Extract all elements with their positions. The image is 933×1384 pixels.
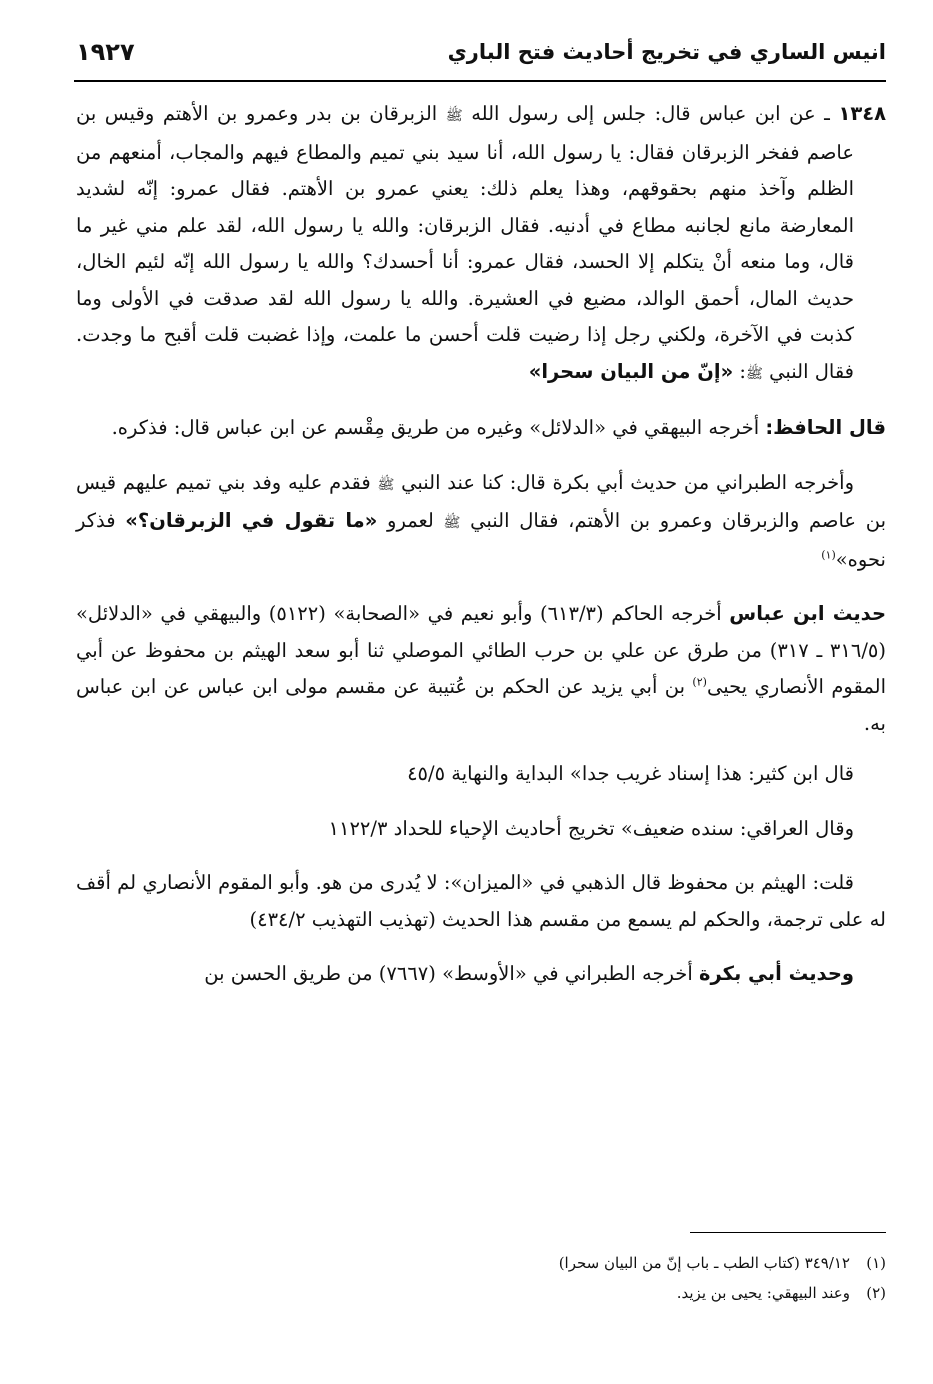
footnote-1-text: ٣٤٩/١٢ (كتاب الطب ـ باب إنّ من البيان سحرا) [558, 1254, 850, 1272]
hafiz-paragraph [76, 410, 886, 447]
qultu-paragraph: قلت: الهيثم بن محفوظ قال الذهبي في «الميزان»: لا يُدرى من هو. وأبو المقوم الأنصاري لم أقف له على ترجمة، والحكم لم يسمع من مقسم هذا الحديث (تهذيب التهذيب ٤٣٤/٢) [76, 871, 886, 931]
tabarani-text-c: لعمرو [387, 509, 434, 532]
footnote-2-number: (٢) [866, 1284, 886, 1302]
ibn-abbas-text-a: أخرجه الحاكم (٦١٣/٣) وأبو نعيم في «الصحابة» (٥١٢٢) والبيهقي في «الدلائل» (٣١٦/٥ ـ ٣١٧) من طرق عن علي بن حرب الطائي الموصلي ثنا أبو سعد الهيثم بن محفوظ عن أبي المقوم الأنصاري يحيى [76, 602, 886, 698]
footnote-1-number: (١) [866, 1254, 886, 1272]
hafiz-label: قال الحافظ: [765, 416, 886, 439]
hafiz-text: أخرجه البيهقي في «الدلائل» وغيره من طريق مِقْسم عن ابن عباس قال: فذكره. [111, 416, 760, 439]
abu-bakra-text: أخرجه الطبراني في «الأوسط» (٧٦٦٧) من طريق الحسن بن [204, 962, 693, 985]
salutation-glyph: ﷺ [377, 476, 395, 493]
salutation-glyph: ﷺ [445, 108, 463, 124]
tabarani-text-d: فذكر نحوه» [76, 509, 886, 571]
page-body [76, 96, 886, 993]
hadith-number: ١٣٤٨ [838, 102, 887, 125]
tabarani-paragraph [76, 465, 886, 579]
footnote-ref-2[interactable]: (٢) [692, 675, 707, 689]
iraqi-line: وقال العراقي: سنده ضعيف» تخريج أحاديث الإحياء للحداد ١١٢٢/٣ [328, 816, 854, 840]
ibn-abbas-label: حديث ابن عباس [729, 602, 886, 625]
hadith-text-start: عن ابن عباس قال: جلس إلى رسول الله [471, 102, 816, 125]
footnote-2 [200, 1278, 886, 1308]
footnote-1 [200, 1248, 886, 1278]
ibn-abbas-paragraph [76, 596, 886, 742]
salutation-glyph: ﷺ [443, 515, 461, 531]
book-title: انيس الساري في تخريج أحاديث فتح الباري [447, 40, 886, 64]
hadith-text-body: الزبرقان بن بدر وعمرو بن الأهتم وقيس بن عاصم ففخر الزبرقان فقال: يا رسول الله، أنا سيد بني تميم والمطاع فيهم والمجاب، أمنعهم من الظلم وآخذ منهم بحقوقهم، وهذا يعلم ذلك: يعني عمرو بن الأهتم. فقال عمرو: إنّه لشديد المعارضة مانع لجانبه مطاع في أدنيه. فقال الزبرقان: والله يا رسول الله، لقد علم مني غير ما قال، وما منعه أنْ يتكلم إلا الحسد، فقال عمرو: أنا أحسدك؟ والله يا رسول الله إنّه لئيم الخال، حديث المال، أحمق الوالد، مضيع في العشيرة. والله يا رسول الله لقد صدقت في الأولى وما كذبت في الآخرة، ولكني رجل إذا رضيت قلت أحسن ما علمت، وإذا غضبت قلت أقبح ما وجدت. فقال النبي [76, 102, 854, 383]
page-header [74, 34, 886, 82]
footnote-separator [690, 1232, 886, 1233]
tabarani-quote: «ما تقول في الزبرقان؟» [125, 509, 378, 532]
tabarani-text-a: وأخرجه الطبراني من حديث أبي بكرة قال: كنا عند النبي [401, 470, 854, 494]
tabarani-text-b: فقدم عليه وفد بني تميم عليهم قيس بن عاصم والزبرقان وعمرو بن الأهتم، فقال النبي [76, 470, 887, 532]
hadith-quote: «إنّ من البيان سحرا» [528, 359, 734, 383]
salutation-glyph: ﷺ [746, 365, 763, 382]
hadith-paragraph: ١٣٤٨ ـ عن ابن عباس قال: جلس إلى رسول الله ﷺ الزبرقان بن بدر وعمرو بن الأهتم وقيس بن عاصم ففخر الزبرقان فقال: يا رسول الله، أنا سيد بني تميم والمطاع فيهم والمجاب، أمنعهم من الظلم وآخذ منهم بحقوقهم، وهذا يعلم ذلك: يعني عمرو بن الأهتم. فقال عمرو: إنّه لشديد المعارضة مانع لجانبه مطاع في أدنيه. فقال الزبرقان: والله يا رسول الله، لقد علم مني غير ما قال، وما منعه أنْ يتكلم إلا الحسد، فقال عمرو: أنا أحسدك؟ والله يا رسول الله إنّه لئيم الخال، حديث المال، أحمق الوالد، مضيع في العشيرة. والله يا رسول الله لقد صدقت في الأولى وما كذبت في الآخرة، ولكني رجل إذا رضيت قلت أحسن ما علمت، وإذا غضبت قلت أقبح ما وجدت. فقال النبي ﷺ: «إنّ من البيان سحرا» [76, 102, 887, 383]
abu-bakra-paragraph [76, 956, 886, 993]
abu-bakra-label: وحديث أبي بكرة [698, 962, 854, 985]
footnote-ref-1[interactable]: (١) [821, 548, 836, 561]
footnote-2-text: وعند البيهقي: يحيى بن يزيد. [676, 1284, 850, 1302]
ibn-abbas-text-b: بن أبي يزيد عن الحكم بن عُتيبة عن مقسم مولى ابن عباس عن ابن عباس به. [76, 675, 886, 735]
page-number: ١٩٢٧ [76, 38, 135, 66]
footnotes [200, 1248, 886, 1308]
ibn-kathir-line: قال ابن كثير: هذا إسناد غريب جدا» البداية والنهاية ٤٥/٥ [407, 762, 854, 785]
hadith-dash: ـ [824, 102, 830, 125]
